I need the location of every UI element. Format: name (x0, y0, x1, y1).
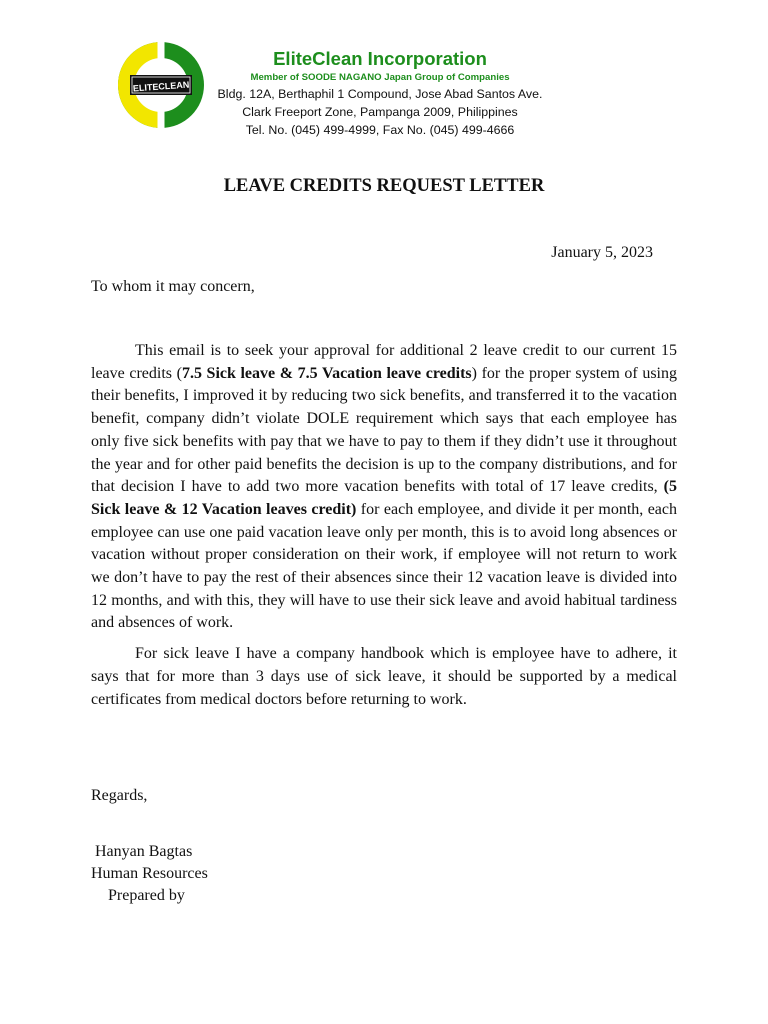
signatory-department: Human Resources (91, 865, 208, 882)
closing: Regards, (91, 787, 148, 804)
prepared-by: Prepared by (108, 887, 185, 904)
contact-line: Tel. No. (045) 499-4999, Fax No. (045) 499-4666 (245, 123, 515, 137)
paragraph-1-text-2: ) for the proper system of using their benefits, I improved it by reducing two sick benefits, and transferred it to the vacation benefit, company didn’t violate DOLE requirement which says that each employee has only five sick benefits with pay that we have to pay to them if they didn’t use it throughout the year and for other paid benefits the decision is up to the company distributions, and for that decision I have to add two more vacation benefits with total of 17 leave credits, (91, 364, 678, 496)
signature-block (91, 841, 208, 907)
logo-text: ELITECLEAN (132, 79, 190, 94)
company-logo (116, 40, 206, 130)
signatory-name: Hanyan Bagtas (95, 843, 193, 860)
paragraph-1-text-1: This email is to seek your approval for additional 2 leave credit to our current 15 leave credits ( (91, 342, 677, 382)
address-line-2: Clark Freeport Zone, Pampanga 2009, Philippines (242, 105, 518, 119)
paragraph-1-text-3: for each employee, and divide it per month, each employee can use one paid vacation leave only per month, this is to avoid long absences or vacation without proper consideration on their work, if employee will not return to work we don’t have to pay the rest of their absences since their 12 vacation leave is divided into 12 months, and with this, they will have to use their sick leave and avoid habitual tardiness and absences of work. (91, 500, 678, 632)
salutation: To whom it may concern, (91, 278, 255, 295)
paragraph-2: For sick leave I have a company handbook which is employee have to adhere, it says that for more than 3 days use of sick leave, it should be supported by a medical certificates from medical doctors before returning to work. (91, 645, 677, 708)
member-line: Member of SOODE NAGANO Japan Group of Companies (250, 72, 510, 83)
company-name: EliteClean Incorporation (273, 48, 487, 69)
letter-date: January 5, 2023 (551, 244, 653, 261)
paragraph-1-bold-2: (5 Sick leave & 12 Vacation leaves credit) (91, 478, 677, 518)
letterhead (210, 48, 550, 139)
paragraph-1 (91, 340, 677, 635)
address-line-1: Bldg. 12A, Berthaphil 1 Compound, Jose Abad Santos Ave. (217, 87, 543, 101)
paragraph-1-bold-1: 7.5 Sick leave & 7.5 Vacation leave credits (181, 364, 472, 382)
letter-title: LEAVE CREDITS REQUEST LETTER (223, 176, 545, 196)
letter-body (91, 340, 677, 719)
